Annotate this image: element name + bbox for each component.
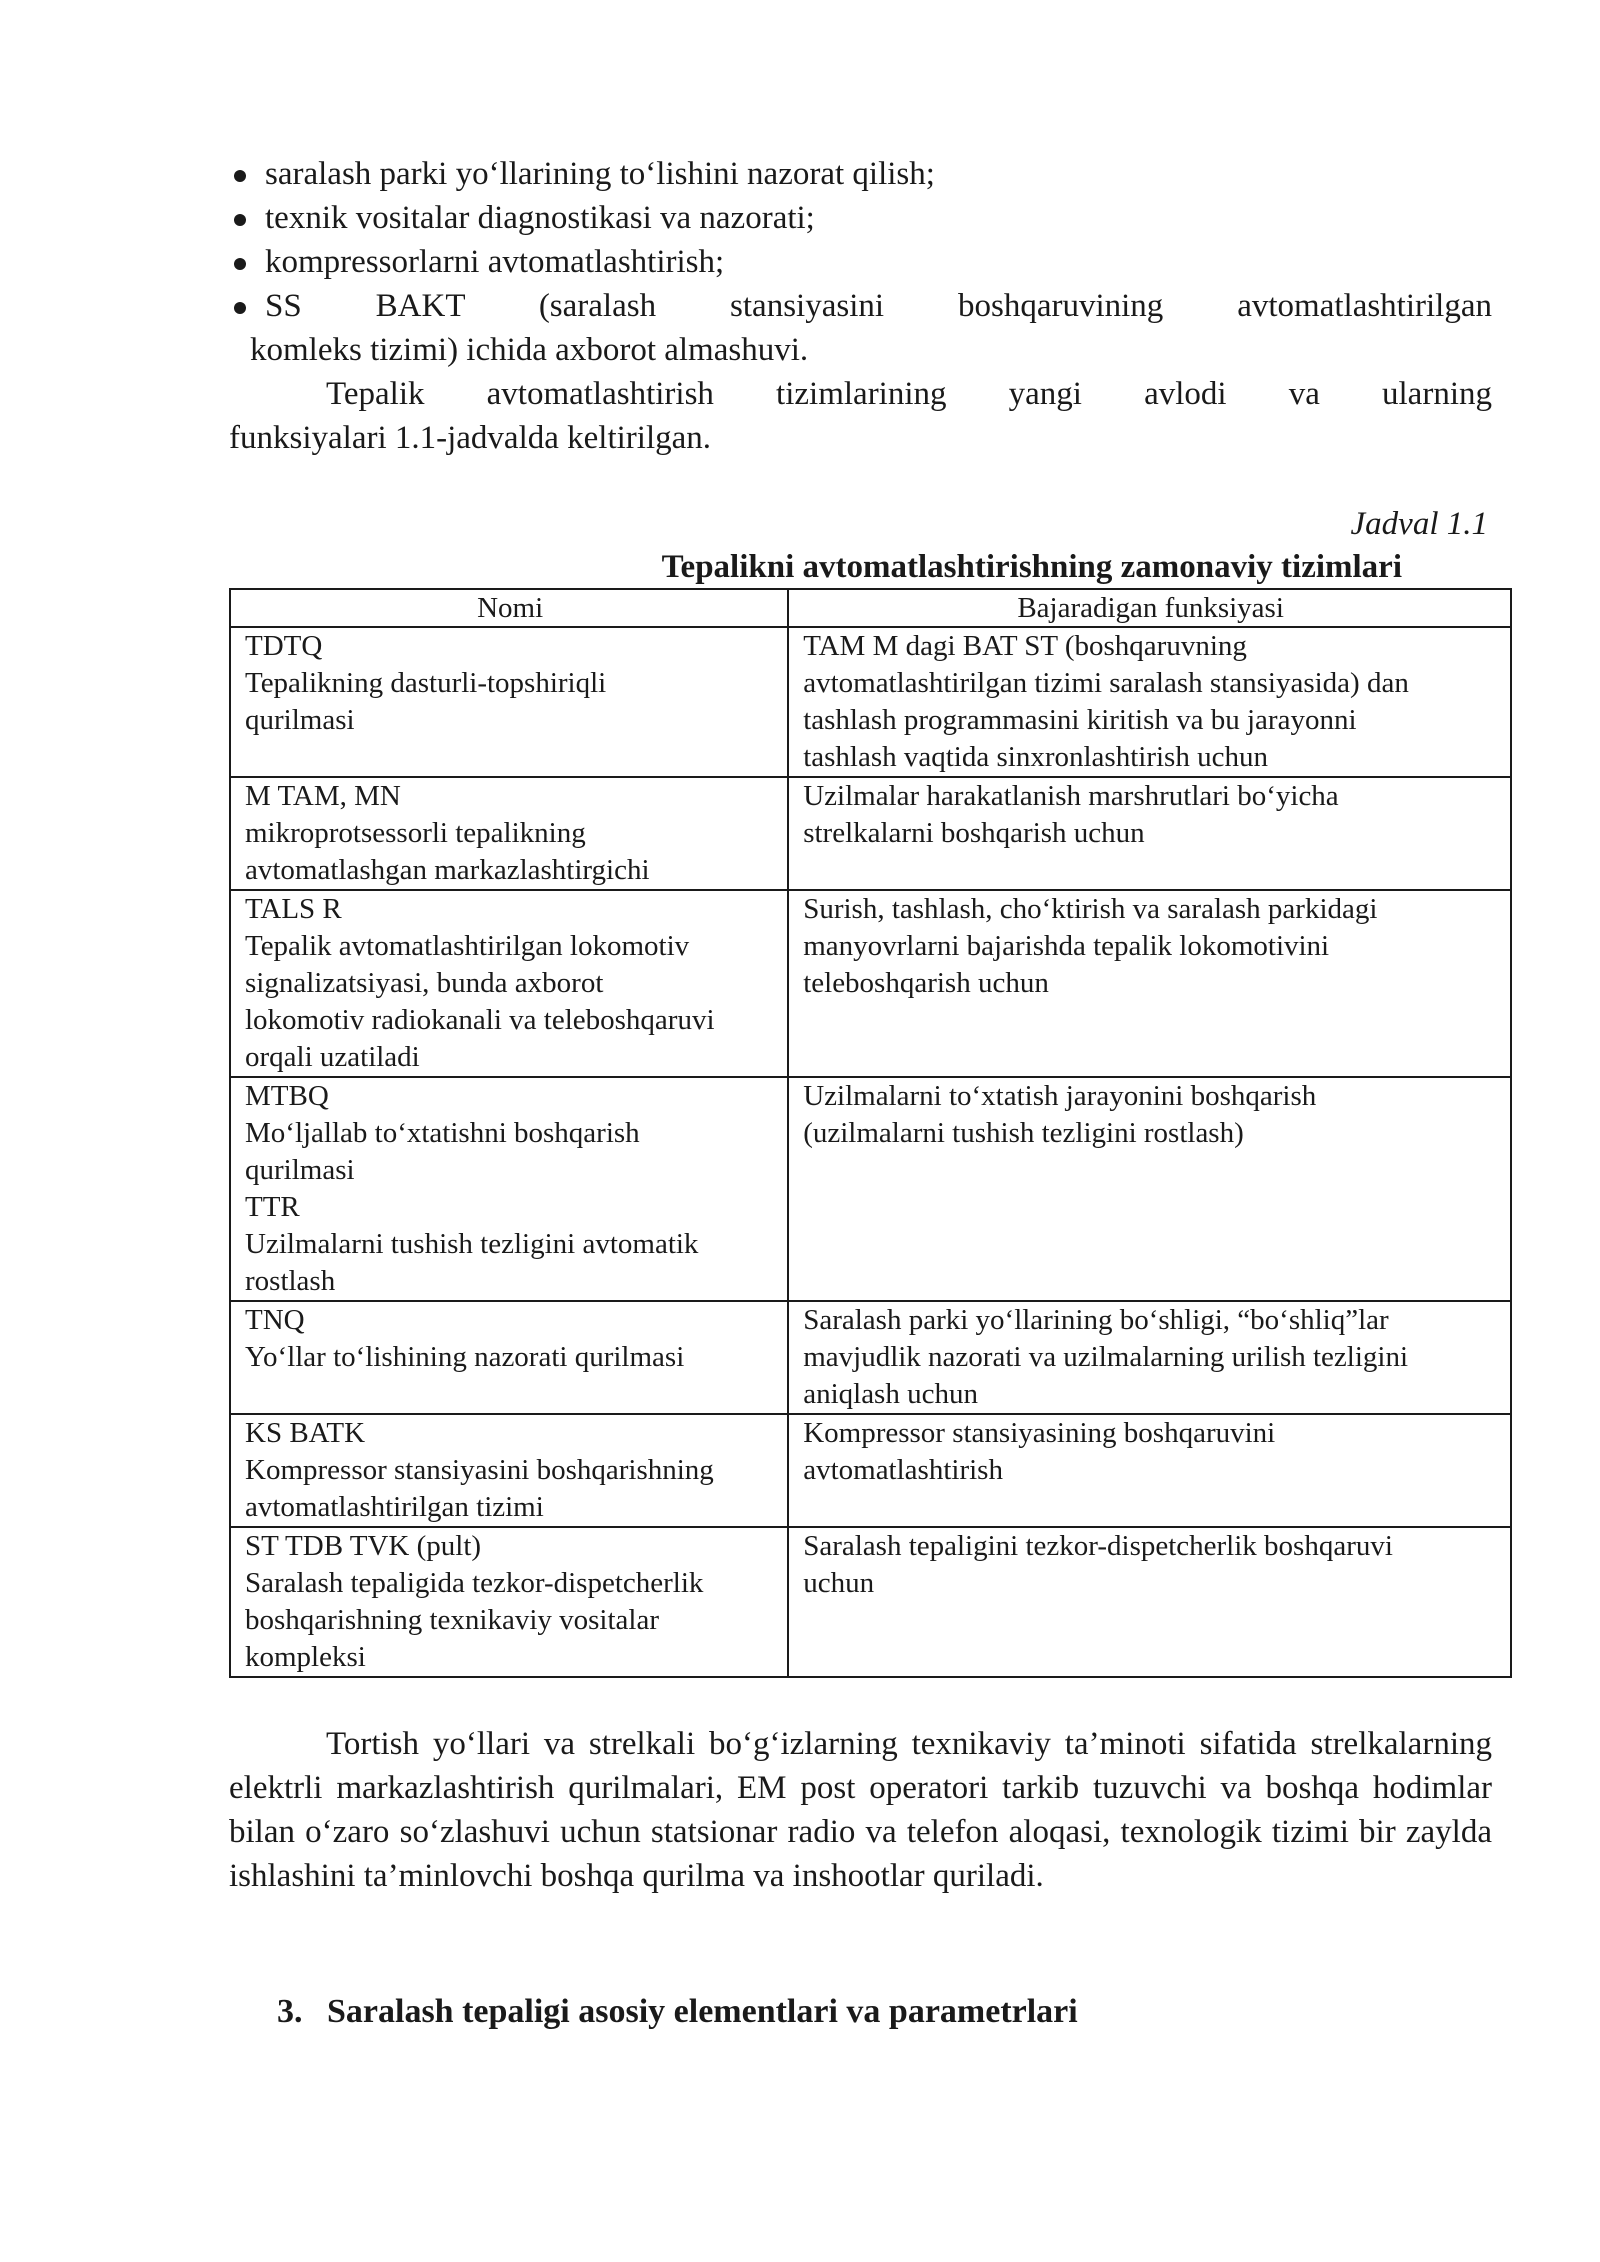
- bullet-item: [230, 284, 1492, 328]
- column-header-function: Bajaradigan funksiyasi: [788, 589, 1511, 627]
- cell-line: qurilmasi: [245, 1154, 355, 1186]
- bullet-dot-icon: [234, 214, 246, 226]
- bullet-dot-icon: [234, 302, 246, 314]
- cell-line: TNQ: [245, 1304, 305, 1336]
- cell-line: Surish, tashlash, cho‘ktirish va saralash parkidagi: [803, 893, 1378, 925]
- cell-line: boshqarishning texnikaviy vositalar: [245, 1604, 659, 1636]
- cell-line: strelkalarni boshqarish uchun: [803, 817, 1145, 849]
- cell-line: tashlash vaqtida sinxronlashtirish uchun: [803, 741, 1268, 773]
- cell-function: [788, 1414, 1511, 1527]
- cell-name: [230, 627, 788, 777]
- cell-line: uchun: [803, 1567, 875, 1599]
- table-row: [230, 1414, 1511, 1527]
- cell-line: avtomatlashtirilgan tizimi: [245, 1491, 544, 1523]
- cell-function: [788, 1527, 1511, 1677]
- cell-line: rostlash: [245, 1265, 336, 1297]
- cell-line: Tepalikning dasturli-topshiriqli: [245, 667, 607, 699]
- bullet-dot-icon: [234, 258, 246, 270]
- cell-line: kompleksi: [245, 1641, 366, 1673]
- closing-paragraph-text: Tortish yo‘llari va strelkali bo‘g‘izlarning texnikaviy ta’minoti sifatida strelkalarning elektrli markazlashtirish qurilmalari, EM post operatori tarkib tuzuvchi va boshqa hodimlar bilan o‘zaro so‘zlashuvi uchun statsionar radio va telefon aloqasi, texnologik tizimi bir zaylda ishlashini ta’minlovchi boshqa qurilma va inshootlar quriladi.: [229, 1726, 1492, 1894]
- column-header-name: Nomi: [230, 589, 788, 627]
- cell-function: [788, 890, 1511, 1077]
- cell-line: qurilmasi: [245, 704, 355, 736]
- cell-line: Uzilmalar harakatlanish marshrutlari bo‘yicha: [803, 780, 1339, 812]
- cell-line: Kompressor stansiyasini boshqarishning: [245, 1454, 714, 1486]
- closing-paragraph: [229, 1722, 1492, 1898]
- cell-function: [788, 1301, 1511, 1414]
- cell-line: TTR: [245, 1191, 300, 1223]
- cell-line: M TAM, MN: [245, 780, 401, 812]
- table-row: [230, 627, 1511, 777]
- table-row: [230, 1527, 1511, 1677]
- table-title: Tepalikni avtomatlashtirishning zamonaviy tizimlari: [661, 549, 1402, 585]
- cell-line: Tepalik avtomatlashtirilgan lokomotiv: [245, 930, 690, 962]
- section-number: 3.: [277, 1993, 303, 2030]
- cell-line: MTBQ: [245, 1080, 329, 1112]
- cell-line: orqali uzatiladi: [245, 1041, 420, 1073]
- cell-line: manyovrlarni bajarishda tepalik lokomotivini: [803, 930, 1330, 962]
- cell-line: signalizatsiyasi, bunda axborot: [245, 967, 604, 999]
- cell-name: [230, 1077, 788, 1301]
- cell-function: [788, 627, 1511, 777]
- table-header-row: [230, 589, 1511, 627]
- cell-line: Kompressor stansiyasining boshqaruvini: [803, 1417, 1276, 1449]
- cell-line: avtomatlashgan markazlashtirgichi: [245, 854, 650, 886]
- cell-line: KS BATK: [245, 1417, 366, 1449]
- bullet-item: [230, 240, 1492, 284]
- cell-line: Saralash tepaligida tezkor-dispetcherlik: [245, 1567, 704, 1599]
- cell-line: Saralash tepaligini tezkor-dispetcherlik boshqaruvi: [803, 1530, 1393, 1562]
- cell-name: [230, 777, 788, 890]
- cell-line: Mo‘ljallab to‘xtatishni boshqarish: [245, 1117, 640, 1149]
- table-row: [230, 1077, 1511, 1301]
- cell-function: [788, 1077, 1511, 1301]
- cell-function: [788, 777, 1511, 890]
- bullet-text: SS BAKT (saralash stansiyasini boshqaruvining avtomatlashtirilgan: [265, 288, 1492, 324]
- section-heading: [277, 1990, 1078, 2034]
- bullet-continuation: komleks tizimi) ichida axborot almashuvi.: [250, 332, 809, 368]
- cell-line: ST TDB TVK (pult): [245, 1530, 482, 1562]
- table-caption: Jadval 1.1: [1350, 506, 1488, 542]
- bullet-text: saralash parki yo‘llarining to‘lishini nazorat qilish;: [265, 156, 935, 192]
- cell-name: [230, 1414, 788, 1527]
- table-body: [230, 627, 1511, 1677]
- bullet-text: kompressorlarni avtomatlashtirish;: [265, 244, 725, 280]
- cell-name: [230, 1527, 788, 1677]
- table-row: [230, 1301, 1511, 1414]
- cell-name: [230, 890, 788, 1077]
- cell-line: Uzilmalarni to‘xtatish jarayonini boshqarish: [803, 1080, 1317, 1112]
- cell-line: tashlash programmasini kiritish va bu jarayonni: [803, 704, 1357, 736]
- cell-name: [230, 1301, 788, 1414]
- cell-line: mikroprotsessorli tepalikning: [245, 817, 586, 849]
- cell-line: Saralash parki yo‘llarining bo‘shligi, “bo‘shliq”lar: [803, 1304, 1389, 1336]
- cell-line: avtomatlashtirish: [803, 1454, 1003, 1486]
- cell-line: Yo‘llar to‘lishining nazorati qurilmasi: [245, 1341, 685, 1373]
- cell-line: teleboshqarish uchun: [803, 967, 1049, 999]
- cell-line: mavjudlik nazorati va uzilmalarning urilish tezligini: [803, 1341, 1409, 1373]
- bullet-list: [230, 152, 1492, 372]
- cell-line: Uzilmalarni tushish tezligini avtomatik: [245, 1228, 699, 1260]
- cell-line: TALS R: [245, 893, 342, 925]
- bullet-text: texnik vositalar diagnostikasi va nazorati;: [265, 200, 815, 236]
- table-row: [230, 890, 1511, 1077]
- bullet-item: [230, 152, 1492, 196]
- cell-line: (uzilmalarni tushish tezligini rostlash): [803, 1117, 1244, 1149]
- intro-paragraph: [229, 372, 1492, 460]
- bullet-item: [230, 196, 1492, 240]
- cell-line: lokomotiv radiokanali va teleboshqaruvi: [245, 1004, 715, 1036]
- cell-line: TDTQ: [245, 630, 323, 662]
- cell-line: aniqlash uchun: [803, 1378, 978, 1410]
- intro-line: Tepalik avtomatlashtirish tizimlarining yangi avlodi va ularning: [326, 376, 1492, 412]
- bullet-dot-icon: [234, 170, 246, 182]
- table-row: [230, 777, 1511, 890]
- intro-line: funksiyalari 1.1-jadvalda keltirilgan.: [229, 420, 712, 456]
- section-title: Saralash tepaligi asosiy elementlari va parametrlari: [327, 1993, 1078, 2030]
- systems-table: [229, 588, 1512, 1678]
- cell-line: avtomatlashtirilgan tizimi saralash stansiyasida) dan: [803, 667, 1409, 699]
- cell-line: TAM M dagi BAT ST (boshqaruvning: [803, 630, 1247, 662]
